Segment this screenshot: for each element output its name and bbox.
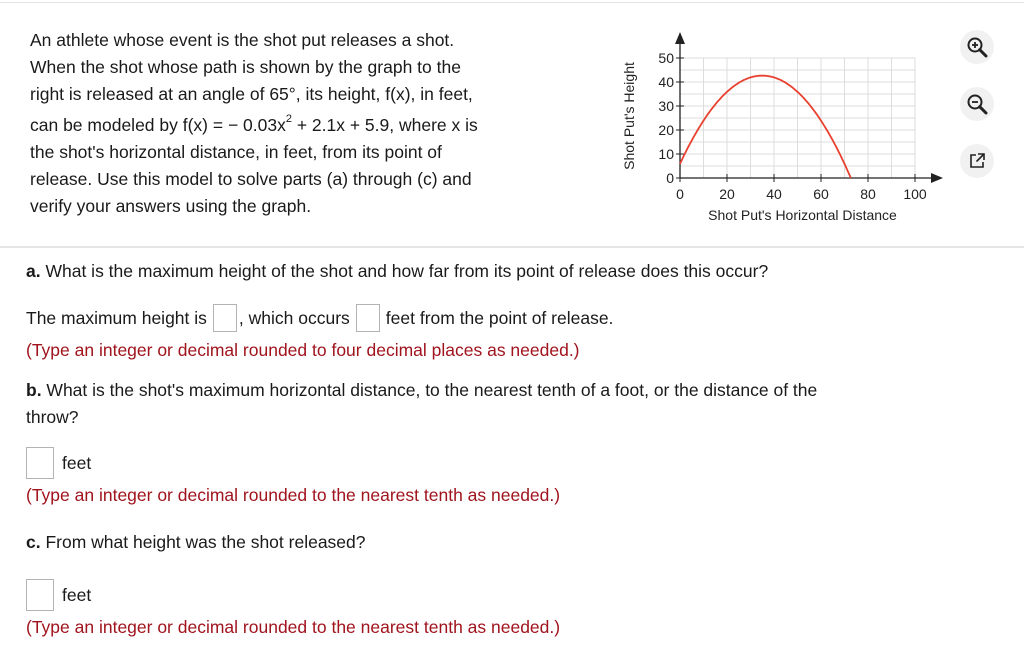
question-text: What is the maximum height of the shot and how far from its point of release does this occur? xyxy=(40,261,769,281)
y-tick-label: 30 xyxy=(658,98,674,114)
exponent: 2 xyxy=(285,113,292,125)
answer-text: The maximum height is xyxy=(26,307,207,328)
unit-label: feet xyxy=(62,584,92,605)
zoom-out-button[interactable] xyxy=(960,87,994,121)
zoom-out-icon xyxy=(966,93,988,115)
answer-text: feet from the point of release. xyxy=(385,307,614,328)
formula-part: can be modeled by f(x) = − 0.03x xyxy=(30,114,286,135)
part-label: c. xyxy=(26,532,41,552)
x-axis-arrow xyxy=(931,173,943,183)
zoom-in-icon xyxy=(966,36,988,58)
part-c-answer-row xyxy=(26,579,91,611)
part-a-answer-row xyxy=(26,304,613,332)
intro-line: verify your answers using the graph. xyxy=(30,195,312,216)
problem-statement xyxy=(30,27,590,220)
trajectory-graph xyxy=(615,30,945,230)
y-tick-label: 40 xyxy=(658,74,674,90)
x-axis-label: Shot Put's Horizontal Distance xyxy=(708,207,897,223)
question-text: throw? xyxy=(26,407,79,427)
y-tick-label: 50 xyxy=(658,50,674,66)
intro-line: release. Use this model to solve parts (a) through (c) and xyxy=(30,168,472,189)
formula-part: + 2.1x + 5.9, where x is xyxy=(291,114,478,135)
release-height-input[interactable] xyxy=(26,579,54,611)
part-c-question xyxy=(26,529,366,556)
x-tick-label: 60 xyxy=(813,186,829,202)
x-tick-label: 100 xyxy=(903,186,927,202)
popout-button[interactable] xyxy=(960,144,994,178)
y-tick-label: 10 xyxy=(658,146,674,162)
zoom-in-button[interactable] xyxy=(960,30,994,64)
x-tick-label: 20 xyxy=(719,186,735,202)
x-tick-label: 80 xyxy=(860,186,876,202)
question-text: From what height was the shot released? xyxy=(40,532,366,552)
y-axis-arrow xyxy=(675,32,685,44)
intro-line-formula xyxy=(30,108,590,139)
top-rule xyxy=(0,2,1024,3)
max-height-input[interactable] xyxy=(213,304,237,332)
x-tick-label: 40 xyxy=(766,186,782,202)
part-a-hint: (Type an integer or decimal rounded to four decimal places as needed.) xyxy=(26,340,580,360)
part-b-question xyxy=(26,377,817,431)
trajectory-curve xyxy=(680,76,851,178)
intro-line: the shot's horizontal distance, in feet, from its point of xyxy=(30,141,442,162)
unit-label: feet xyxy=(62,452,92,473)
part-label: b. xyxy=(26,380,42,400)
graph-tools xyxy=(960,30,1010,201)
intro-line: When the shot whose path is shown by the graph to the xyxy=(30,57,461,77)
y-axis-label: Shot Put's Height xyxy=(621,62,637,170)
throw-distance-input[interactable] xyxy=(26,447,54,479)
y-tick-label: 20 xyxy=(658,122,674,138)
answer-text: , which occurs xyxy=(238,307,350,328)
part-a-question xyxy=(26,258,768,285)
part-b-hint: (Type an integer or decimal rounded to the nearest tenth as needed.) xyxy=(26,485,561,505)
x-tick-label: 0 xyxy=(676,186,684,202)
part-label: a. xyxy=(26,261,41,281)
part-c-hint: (Type an integer or decimal rounded to the nearest tenth as needed.) xyxy=(26,617,561,637)
part-b-answer-row xyxy=(26,447,91,479)
section-divider xyxy=(0,246,1024,248)
y-tick-label: 0 xyxy=(666,170,674,186)
intro-line: right is released at an angle of 65°, its height, f(x), in feet, xyxy=(30,84,473,104)
popout-icon xyxy=(968,152,986,170)
question-text: What is the shot's maximum horizontal distance, to the nearest tenth of a foot, or the distance of the xyxy=(41,380,818,400)
intro-line: An athlete whose event is the shot put releases a shot. xyxy=(30,30,455,50)
max-height-distance-input[interactable] xyxy=(356,304,380,332)
